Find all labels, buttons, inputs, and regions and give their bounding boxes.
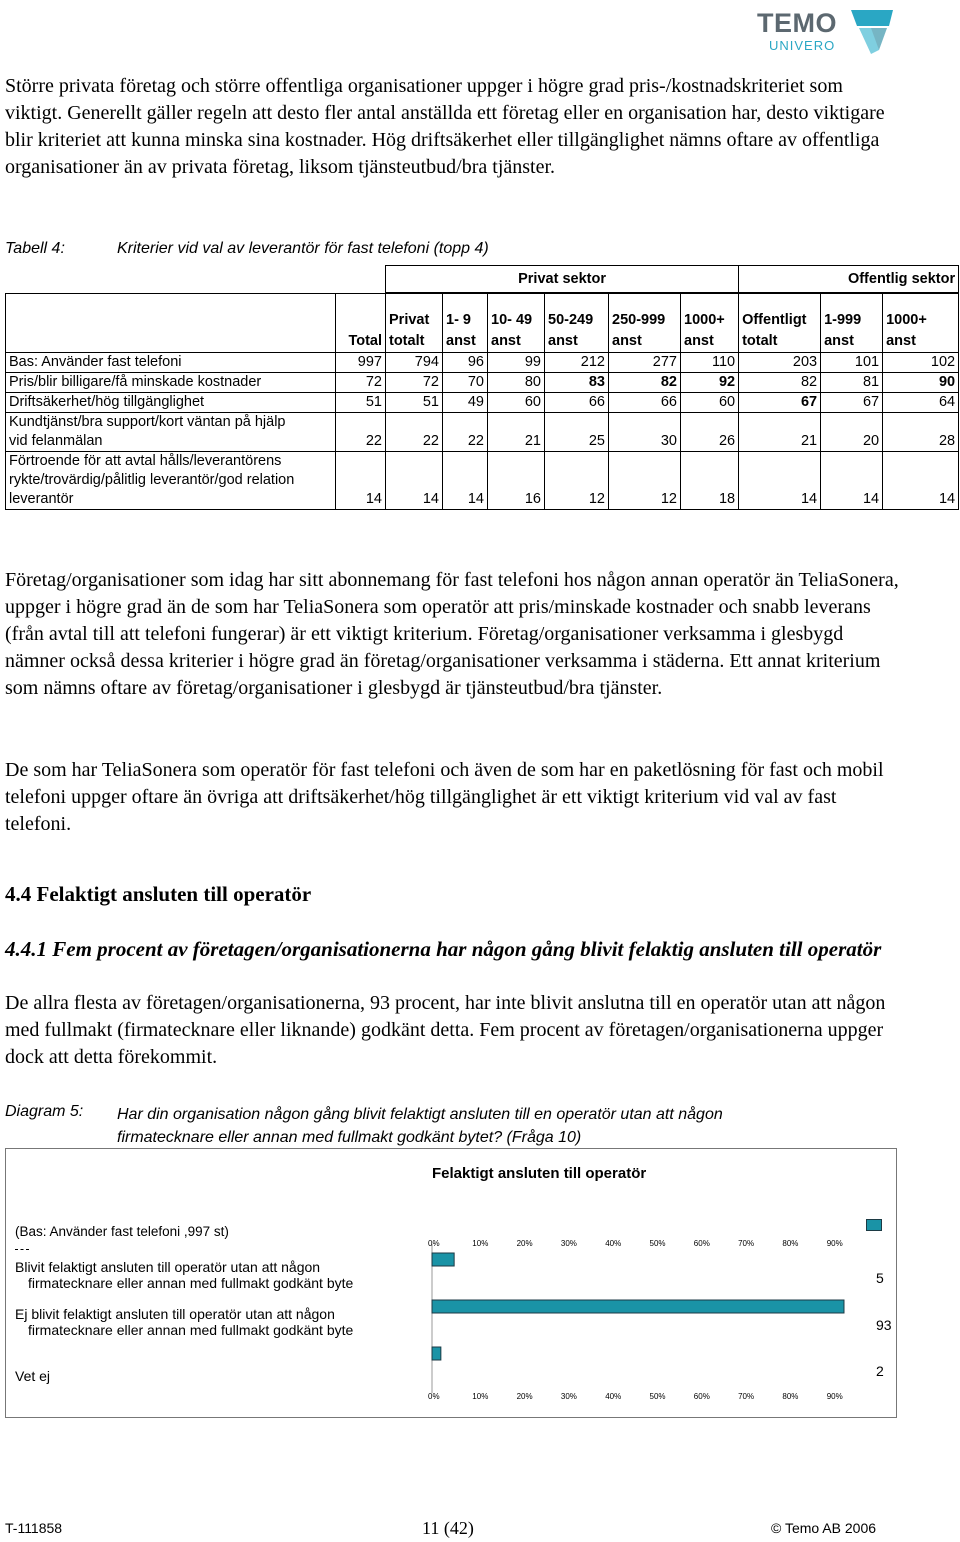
chart-category-1-line1: Blivit felaktigt ansluten till operatör utan att någon	[15, 1259, 321, 1275]
chart-bar-3	[432, 1347, 441, 1360]
chart-tick-label-bottom: 80%	[782, 1392, 799, 1401]
chart-bar-1	[432, 1253, 454, 1266]
chart-tick-label-bottom: 70%	[738, 1392, 755, 1401]
table-cell: 102	[883, 353, 959, 373]
footer-copyright: © Temo AB 2006	[771, 1520, 877, 1536]
chart-title: Felaktigt ansluten till operatör	[432, 1165, 647, 1182]
chart-value-label-1: 5	[876, 1270, 884, 1286]
chart-tick-label-top: 90%	[826, 1239, 843, 1248]
table-cell: 14	[386, 452, 443, 510]
table-cell: 22	[443, 413, 488, 452]
column-header-4-line-0: 50-249	[548, 312, 594, 328]
chart-category-1-line2: firmatecknare eller annan med fullmakt godkänt byte	[28, 1275, 354, 1291]
chart-tick-label-top: 70%	[738, 1239, 755, 1248]
chart-category-2-line1: Ej blivit felaktigt ansluten till operatör utan att någon	[15, 1306, 335, 1322]
table-cell: 997	[336, 353, 386, 373]
column-header-5-line-0: 250-999	[612, 312, 666, 328]
table-cell: 49	[443, 393, 488, 413]
column-header-1-line-0: Privat	[389, 312, 430, 328]
chart-tick-label-bottom: 60%	[693, 1392, 710, 1401]
chart-tick-label-bottom: 10%	[472, 1392, 489, 1401]
table-cell: 277	[609, 353, 681, 373]
table-cell: 60	[681, 393, 739, 413]
column-header-3-line-1: anst	[491, 333, 521, 349]
logo-wordmark: TEMO	[757, 8, 837, 38]
table-cell: 212	[545, 353, 609, 373]
table-cell: 60	[488, 393, 545, 413]
chart-tick-label-top: 40%	[605, 1239, 622, 1248]
table-cell: 26	[681, 413, 739, 452]
table-cell: 14	[443, 452, 488, 510]
chart-tick-label-bottom: 90%	[826, 1392, 843, 1401]
table-cell: 67	[739, 393, 821, 413]
column-header-8-line-1: anst	[824, 333, 854, 349]
chart-tick-label-top: 30%	[560, 1239, 577, 1248]
table-cell: 51	[336, 393, 386, 413]
table-cell: 16	[488, 452, 545, 510]
table-cell: 28	[883, 413, 959, 452]
chart-tick-label-top: 80%	[782, 1239, 799, 1248]
table-cell: 25	[545, 413, 609, 452]
table-cell: 66	[609, 393, 681, 413]
table-cell: 20	[821, 413, 883, 452]
table-cell: 14	[883, 452, 959, 510]
table-cell: 72	[336, 373, 386, 393]
table-cell: 80	[488, 373, 545, 393]
table-cell: 99	[488, 353, 545, 373]
table-cell: 90	[883, 373, 959, 393]
table-cell: 96	[443, 353, 488, 373]
table-cell: 92	[681, 373, 739, 393]
paragraph-operators: Företag/organisationer som idag har sitt abonnemang för fast telefoni hos någon annan operatör än TeliaSonera, uppger i högre grad än de som har TeliaSonera som operatör att pris/minskade kostnader och snabb leverans (från avtal till att telefoni fungerar) är ett viktigt kriterium. Företag/organisationer verksamma i glesbygd nämner också dessa kriterier i högre grad än företag/organisationer verksamma i städerna. Ett annat kriterium som nämns oftare av företag/organisationer i glesbygd är tjänsteutbud/bra tjänster.	[5, 569, 899, 699]
chart-value-label-2: 93	[876, 1317, 892, 1333]
chart-category-2-line2: firmatecknare eller annan med fullmakt godkänt byte	[28, 1322, 354, 1338]
table-cell: 12	[545, 452, 609, 510]
chart-tick-label-top: 60%	[693, 1239, 710, 1248]
group-public-header: Offentlig sektor	[739, 266, 959, 293]
table-cell: 72	[386, 373, 443, 393]
column-header-2-line-0: 1- 9	[446, 312, 471, 328]
section-heading: 4.4 Felaktigt ansluten till operatör	[5, 882, 312, 906]
table-cell: 51	[386, 393, 443, 413]
table-cell: 794	[386, 353, 443, 373]
row-label-line: rykte/trovärdig/pålitlig leverantör/god relation	[9, 472, 295, 488]
chart-tick-label-bottom: 30%	[560, 1392, 577, 1401]
chart-value-label-3: 2	[876, 1363, 884, 1379]
diagram-label: Diagram 5:	[5, 1103, 84, 1120]
column-header-4-line-1: anst	[548, 333, 578, 349]
chart-tick-label-top: 50%	[649, 1239, 666, 1248]
table-cell: 18	[681, 452, 739, 510]
chart-tick-label-top: 20%	[516, 1239, 533, 1248]
table-cell: 203	[739, 353, 821, 373]
chart-tick-label-bottom: 50%	[649, 1392, 666, 1401]
column-header-7-line-1: totalt	[742, 333, 778, 349]
table-cell: 22	[386, 413, 443, 452]
footer-doc-id: T-111858	[5, 1520, 63, 1536]
chart-bar-2	[432, 1300, 844, 1313]
footer-page-number: 11 (42)	[422, 1518, 474, 1538]
table-cell: 21	[739, 413, 821, 452]
table-cell: 83	[545, 373, 609, 393]
chart-base-label: (Bas: Använder fast telefoni ,997 st)	[15, 1224, 229, 1239]
row-label-line: Kundtjänst/bra support/kort väntan på hjälp	[9, 414, 286, 430]
chart-tick-label-bottom: 0%	[428, 1392, 440, 1401]
group-private-header: Privat sektor	[386, 266, 739, 293]
table-cell: 66	[545, 393, 609, 413]
subsection-heading: 4.4.1 Fem procent av företagen/organisationerna har någon gång blivit felaktig ansluten till operatör	[5, 937, 882, 961]
table-cell: 82	[739, 373, 821, 393]
table-cell: 14	[336, 452, 386, 510]
row-label-line: leverantör	[9, 491, 74, 507]
row-label-line: Pris/blir billigare/få minskade kostnader	[9, 374, 262, 390]
table-cell: 81	[821, 373, 883, 393]
column-header-2-line-1: anst	[446, 333, 476, 349]
column-header-8-line-0: 1-999	[824, 312, 862, 328]
table-cell: 21	[488, 413, 545, 452]
column-header-0-line-0: Total	[348, 333, 382, 349]
chart-tick-label-top: 0%	[428, 1239, 440, 1248]
table-cell: 22	[336, 413, 386, 452]
table-cell: 101	[821, 353, 883, 373]
table-cell: 82	[609, 373, 681, 393]
chart-tick-label-bottom: 20%	[516, 1392, 533, 1401]
row-label-line: Bas: Använder fast telefoni	[9, 354, 182, 370]
column-header-1-line-1: totalt	[389, 333, 425, 349]
table-cell: 14	[739, 452, 821, 510]
row-label-line: Driftsäkerhet/hög tillgänglighet	[9, 394, 205, 410]
logo-subtitle: UNIVERO	[769, 38, 836, 53]
column-header-6-line-0: 1000+	[684, 312, 725, 328]
table-cell: 64	[883, 393, 959, 413]
paragraph-intro: Större privata företag och större offentliga organisationer uppger i högre grad pris-/kostnadskriteriet som viktigt. Generellt gäller regeln att desto fler antal anställda ett företag eller en organisation har, desto viktigare blir kriteriet att kunna minska sina kostnader. Hög driftsäkerhet eller tillgänglighet nämns oftare av offentliga organisationer än av privata företag, liksom tjänsteutbud/bra tjänster.	[5, 75, 885, 178]
table-cell: 30	[609, 413, 681, 452]
table-cell: 12	[609, 452, 681, 510]
chart-category-3-line1: Vet ej	[15, 1368, 51, 1384]
column-header-9-line-1: anst	[886, 333, 916, 349]
row-label-line: vid felanmälan	[9, 433, 103, 449]
chart-tick-label-bottom: 40%	[605, 1392, 622, 1401]
table-cell: 110	[681, 353, 739, 373]
column-header-3-line-0: 10- 49	[491, 312, 533, 328]
table-cell: 14	[821, 452, 883, 510]
row-label-line: Förtroende för att avtal hålls/leverantörens	[9, 453, 282, 469]
paragraph-wrong-connection: De allra flesta av företagen/organisationerna, 93 procent, har inte blivit anslutna till en operatör utan att någon med fullmakt (firmatecknare eller liknande) godkänt detta. Fem procent av företagen/organisationerna uppger dock att detta förekommit.	[5, 992, 886, 1068]
diagram-caption-line1: Har din organisation någon gång blivit felaktigt ansluten till en operatör utan att någon	[117, 1106, 723, 1123]
table-cell: 67	[821, 393, 883, 413]
table-caption: Kriterier vid val av leverantör för fast telefoni (topp 4)	[117, 240, 489, 257]
paragraph-teliasonera: De som har TeliaSonera som operatör för fast telefoni och även de som har en paketlösning för fast och mobil telefoni uppger oftare än övriga att driftsäkerhet/hög tillgänglighet är ett viktigt kriterium vid val av fast telefoni.	[5, 759, 884, 835]
table-label: Tabell 4:	[5, 240, 65, 257]
table-cell: 70	[443, 373, 488, 393]
column-header-6-line-1: anst	[684, 333, 714, 349]
diagram-caption-line2: firmatecknare eller annan med fullmakt godkänt bytet? (Fråga 10)	[117, 1129, 582, 1146]
column-header-7-line-0: Offentligt	[742, 312, 807, 328]
column-header-9-line-0: 1000+	[886, 312, 927, 328]
column-header-5-line-1: anst	[612, 333, 642, 349]
chart-tick-label-top: 10%	[472, 1239, 489, 1248]
